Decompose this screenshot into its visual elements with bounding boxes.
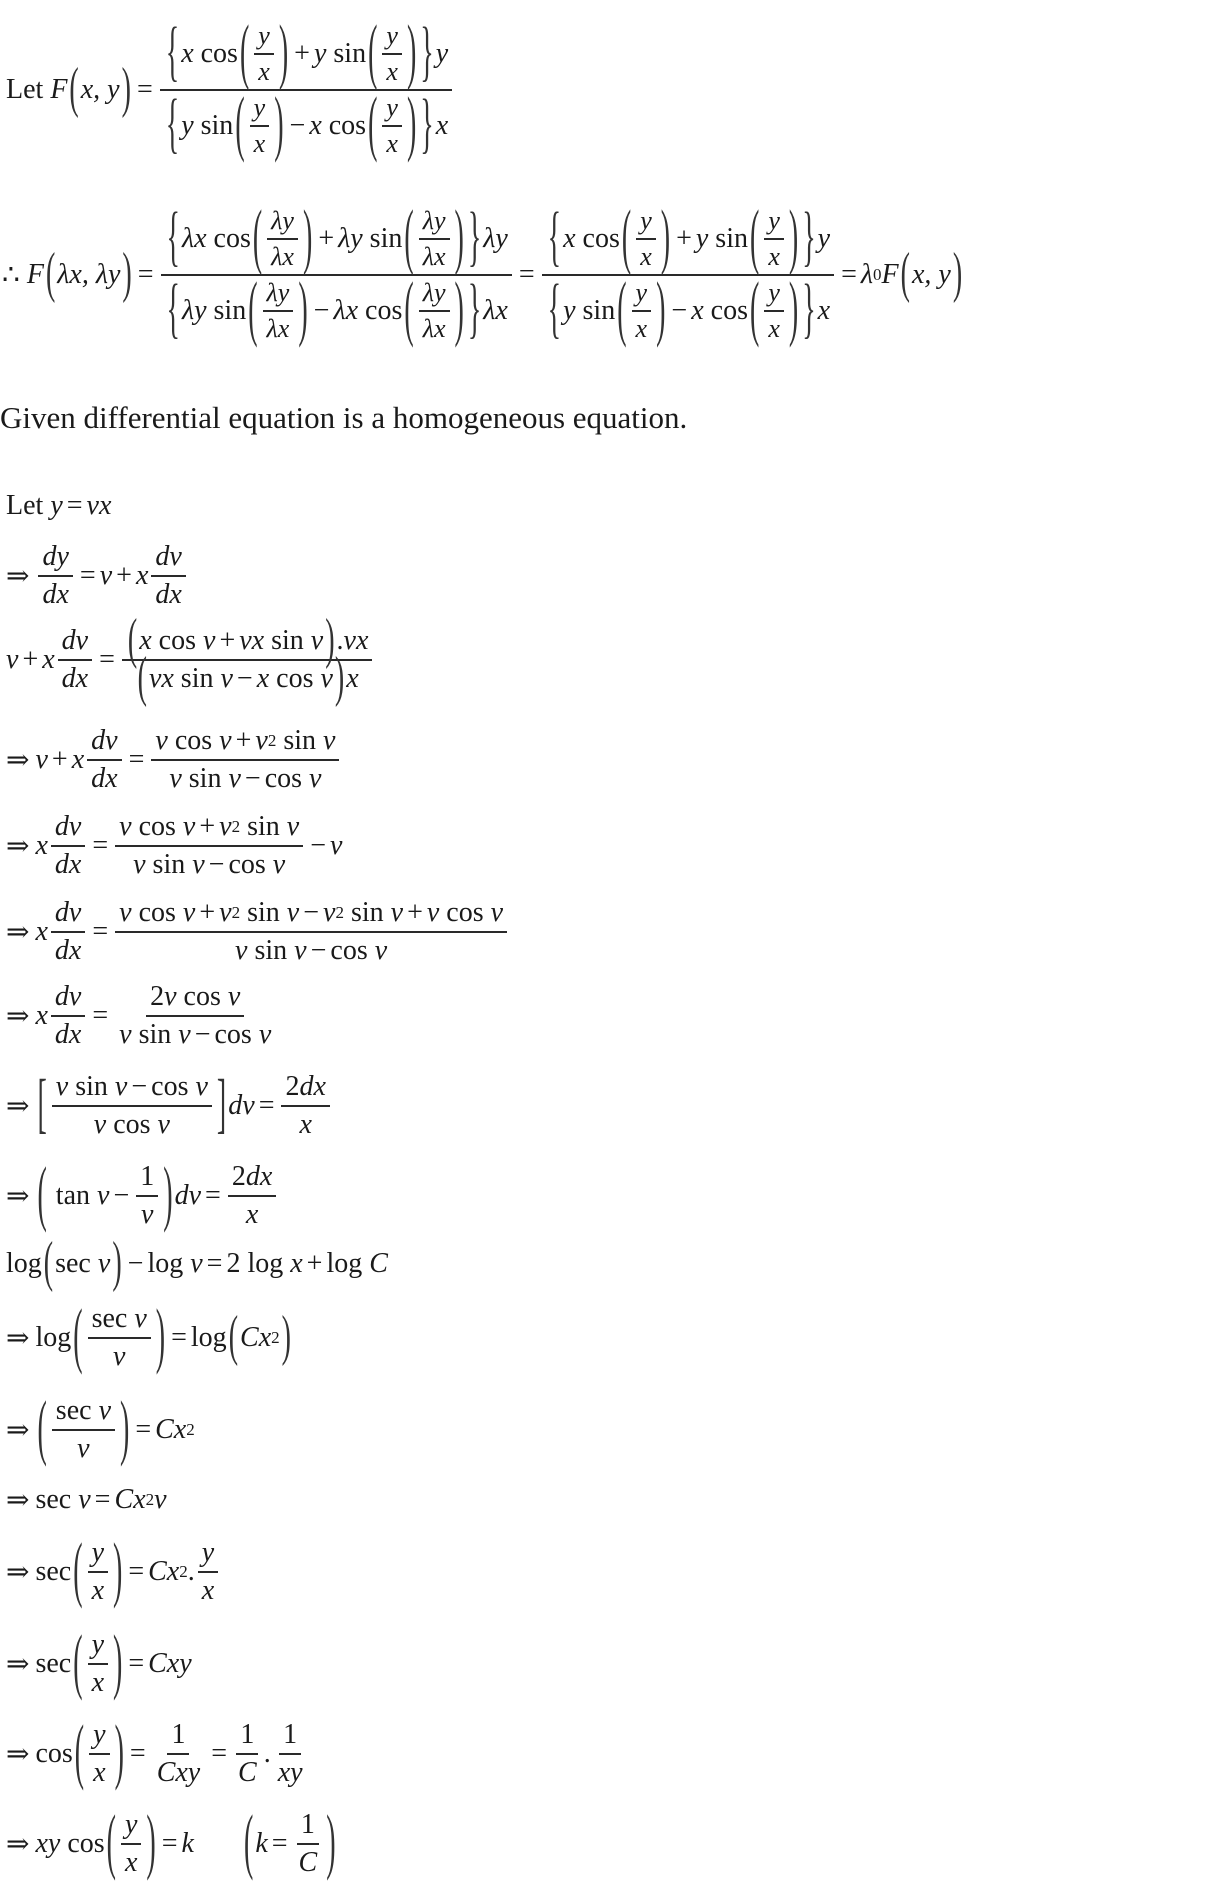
step-12: ⇒ sec v = Cx 2 v xyxy=(6,1484,167,1516)
simplified-fraction: { x cos ( $\frac{y}{x}$ ) + y sin ( $\frac{y}{x}$ ) } y { y sin ( $\frac{y}{x}$ ) − x cos ( $\frac{y}{x}$ ) } x xyxy=(542,206,834,344)
step-11: ⇒ ( sec v v ) = Cx 2 xyxy=(6,1388,195,1469)
step-1: ⇒ $\frac{dy}{dx}$ = v + x $\frac{dv}{dx}$ xyxy=(6,540,189,612)
statement-text: Given differential equation is a homogeneous equation. xyxy=(0,400,688,435)
F-fraction: { x cos ( $\frac{y}{x}$ ) + y sin ( $\frac{y}{x}$ ) } y { y sin ( $\frac{y}{x}$ ) − x cos ( $\frac{y}{x}$ ) } x xyxy=(160,21,452,159)
let-label: Let xyxy=(6,74,44,105)
step-3: ⇒ v + x $\frac{dv}{dx}$ = v cos v + v 2 sin v v sin v − cos v xyxy=(6,720,342,800)
step-9: log ( sec v ) − log v = 2 log x + log C xyxy=(6,1232,388,1294)
step-7: ⇒ [ v sin v − cos v v cos v ] dv = 2 dx x xyxy=(6,1064,333,1148)
homogeneity-check-line: ∴ F ( λx, λy ) = { λx cos ( $\frac{\lambda y}{\lambda x}$ ) + λy sin ( $\frac{\lambda y}{\lambda x}$ ) } λy { λy sin ( $\frac{\lambda y}{\lambda x}$ ) − λx cos ( $\frac{\lambda y}{\lambda x}$ ) } λx = { x cos ( $\frac{y}{x}$ ) + y sin ( $\frac{y}{x}$ ) } y { y sin ( $\frac{y}{x}$ ) − x cos ( $\frac{y}{x}$ ) } x = λ 0 F ( x, y ) xyxy=(2,197,963,350)
definition-line: Let F ( x, y ) = { x cos ( $\frac{y}{x}$ ) + y sin ( $\frac{y}{x}$ ) } y { y sin ( $\frac{y}{x}$ ) − x cos ( $\frac{y}{x}$ ) } x xyxy=(6,20,455,160)
lambda-fraction: { λx cos ( $\frac{\lambda y}{\lambda x}$ ) + λy sin ( $\frac{\lambda y}{\lambda x}$ ) } λy { λy sin ( $\frac{\lambda y}{\lambda x}$ ) − λx cos ( $\frac{\lambda y}{\lambda x}$ ) } λx xyxy=(161,206,512,344)
step-15: ⇒ cos ( $\frac{y}{x}$ ) = $\frac{1}{\text{Cxy}}$ = $\frac{1}{C}$ . $\frac{1}{xy}$ xyxy=(6,1712,303,1793)
step-4: ⇒ x $\frac{dv}{dx}$ = v cos v + v 2 sin v v sin v − cos v − v xyxy=(6,811,343,880)
step-13: ⇒ sec ( $\frac{y}{x}$ ) = Cx 2 . $\frac{y}{x}$ xyxy=(6,1530,221,1614)
step-10: ⇒ log ( sec v v ) = log ( Cx 2 ) xyxy=(6,1296,291,1377)
step-6: ⇒ x $\frac{dv}{dx}$ = 2 v cos v v sin v − cos v xyxy=(6,981,272,1050)
step-14: ⇒ sec ( $\frac{y}{x}$ ) = Cxy xyxy=(6,1622,192,1703)
step-8: ⇒ ( tan v − $\frac{1}{v}$ ) dv = 2 dx x xyxy=(6,1154,279,1238)
step-2: v + x $\frac{dv}{dx}$ = ( x cos v + vx sin v ) . vx ( vx sin v − x cos v ) x xyxy=(6,620,375,700)
final-result: ⇒ xy cos ( $\frac{y}{x}$ ) = k ( k = $\frac{1}{C}$ ) xyxy=(6,1802,336,1883)
substitution-line: Let y = vx xyxy=(6,490,112,521)
step-5: ⇒ x $\frac{dv}{dx}$ = v cos v + v 2 sin v − v 2 sin v + v cos v v sin v − cos v xyxy=(6,892,510,972)
